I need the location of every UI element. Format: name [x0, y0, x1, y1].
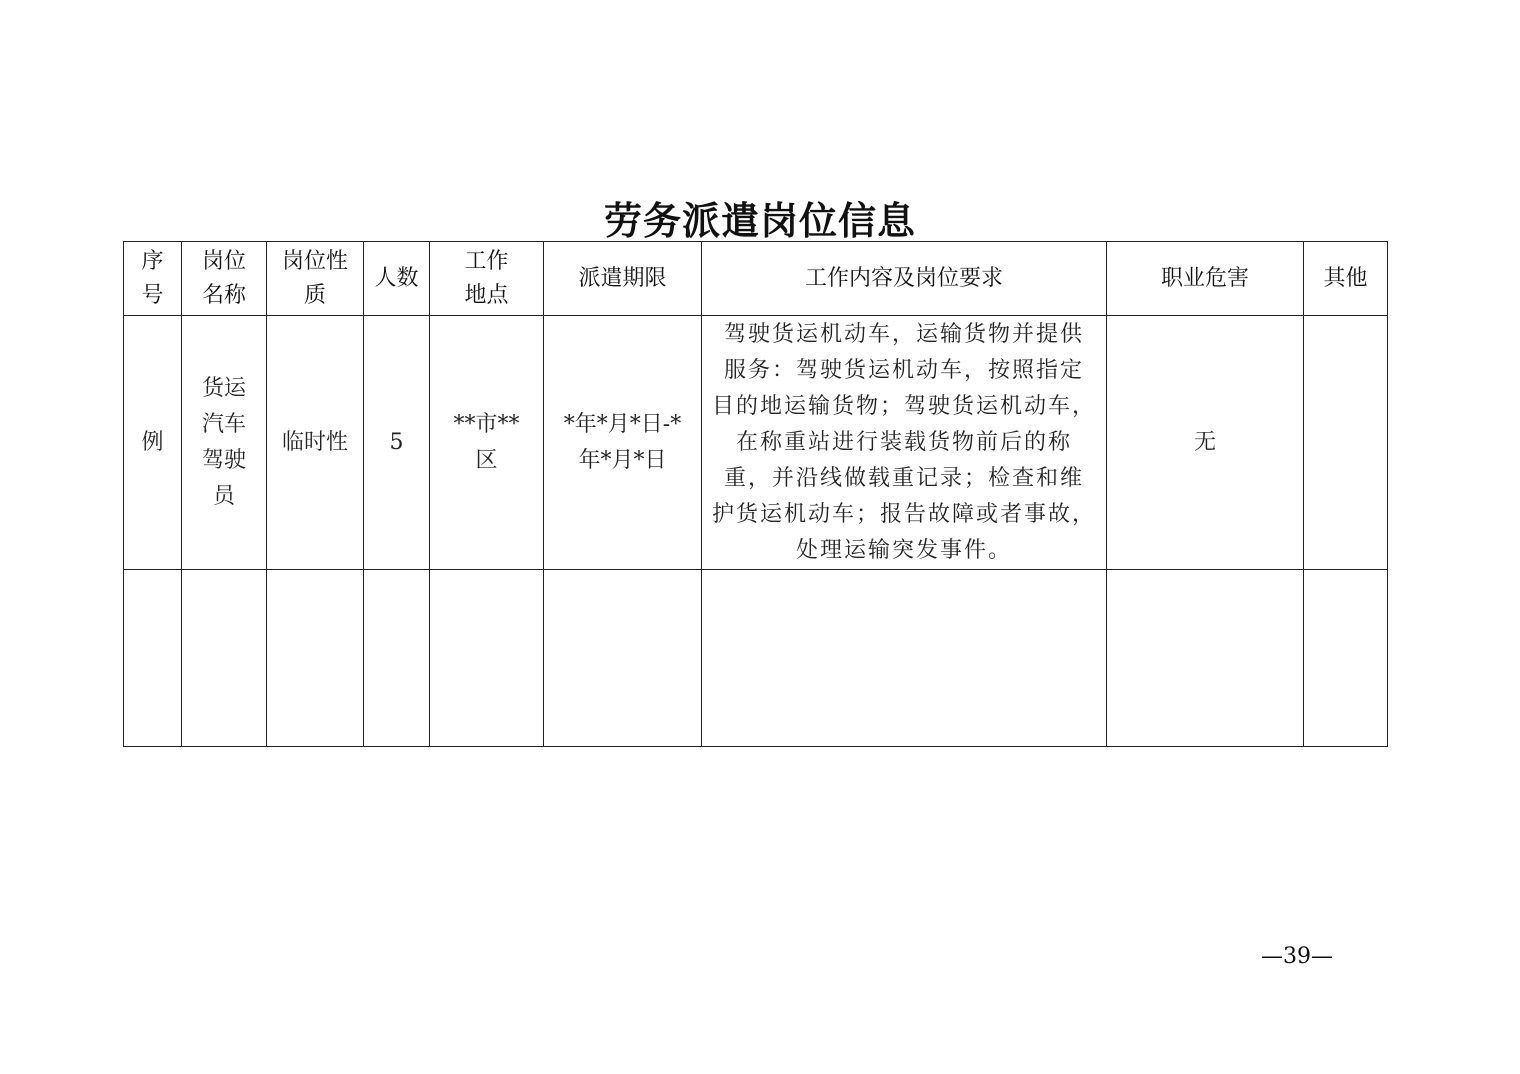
- cell-position-nature: 临时性: [267, 316, 364, 570]
- header-headcount: 人数: [364, 242, 430, 316]
- cell-job-content-line-4: 在称重站进行装载货物前后的称: [735, 429, 1072, 455]
- header-position-name: [182, 242, 267, 316]
- blank-cell-occupational-hazard[interactable]: [1107, 570, 1304, 747]
- cell-position-name-line-4: 员: [212, 483, 235, 509]
- header-other: 其他: [1304, 242, 1388, 316]
- blank-cell-index[interactable]: [124, 570, 182, 747]
- header-work-location: [430, 242, 544, 316]
- header-position-name-line-2: 名称: [201, 282, 246, 308]
- blank-cell-position-name[interactable]: [182, 570, 267, 747]
- blank-cell-work-location[interactable]: [430, 570, 544, 747]
- header-index-line-2: 号: [141, 282, 164, 308]
- cell-job-content-line-2: 服务：驾驶货运机动车，按照指定: [723, 357, 1084, 383]
- cell-dispatch-period: [544, 316, 702, 570]
- cell-job-content-line-7: 处理运输突发事件。: [795, 537, 1012, 563]
- cell-position-name-line-2: 汽车: [201, 411, 246, 437]
- blank-cell-other[interactable]: [1304, 570, 1388, 747]
- cell-index: 例: [124, 316, 182, 570]
- cell-headcount: 5: [364, 316, 430, 570]
- cell-job-content: [702, 316, 1107, 570]
- blank-cell-headcount[interactable]: [364, 570, 430, 747]
- cell-job-content-line-3: 目的地运输货物；驾驶货运机动车，: [711, 393, 1096, 419]
- cell-work-location-line-1: **市**: [453, 411, 520, 437]
- header-work-location-line-1: 工作: [464, 248, 509, 274]
- header-row: [124, 242, 1388, 316]
- header-index-line-1: 序: [141, 248, 164, 274]
- blank-cell-dispatch-period[interactable]: [544, 570, 702, 747]
- header-position-name-line-1: 岗位: [201, 248, 246, 274]
- header-position-nature-line-2: 质: [303, 282, 326, 308]
- blank-cell-job-content[interactable]: [702, 570, 1107, 747]
- job-info-table: [123, 241, 1388, 747]
- cell-occupational-hazard: 无: [1107, 316, 1304, 570]
- header-position-nature-line-1: 岗位性: [281, 248, 348, 274]
- cell-dispatch-period-line-1: *年*月*日-*: [563, 411, 682, 437]
- cell-dispatch-period-line-2: 年*月*日: [578, 447, 667, 473]
- cell-other: [1304, 316, 1388, 570]
- header-index: [124, 242, 182, 316]
- cell-position-name-line-1: 货运: [201, 375, 246, 401]
- cell-job-content-line-5: 重，并沿线做载重记录；检查和维: [723, 465, 1084, 491]
- page-number: —39—: [1261, 944, 1333, 969]
- header-work-location-line-2: 地点: [464, 282, 509, 308]
- header-occupational-hazard: 职业危害: [1107, 242, 1304, 316]
- cell-work-location: [430, 316, 544, 570]
- table-row-blank: [124, 570, 1388, 747]
- header-position-nature: [267, 242, 364, 316]
- cell-work-location-line-2: 区: [475, 447, 498, 473]
- header-job-content: 工作内容及岗位要求: [702, 242, 1107, 316]
- cell-position-name-line-3: 驾驶: [201, 447, 246, 473]
- cell-position-name: [182, 316, 267, 570]
- cell-job-content-line-6: 护货运机动车；报告故障或者事故，: [711, 501, 1096, 527]
- blank-cell-position-nature[interactable]: [267, 570, 364, 747]
- cell-job-content-line-1: 驾驶货运机动车，运输货物并提供: [723, 321, 1084, 347]
- header-dispatch-period: 派遣期限: [544, 242, 702, 316]
- page-title: 劳务派遣岗位信息: [603, 198, 916, 243]
- table-row-example: [124, 316, 1388, 570]
